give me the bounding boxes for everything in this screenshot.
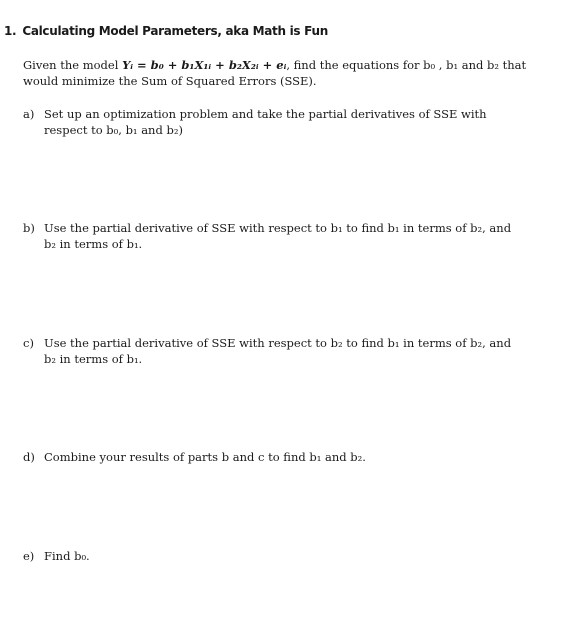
part-c-letter: c) xyxy=(23,336,34,350)
part-c-text: Use the partial derivative of SSE with respect to b₂ to find b₁ in terms of b₂, and b₂ in terms of b₁. xyxy=(44,336,512,366)
problem-number: 1. xyxy=(4,24,17,38)
part-d-text: Combine your results of parts b and c to find b₁ and b₂. xyxy=(44,450,366,464)
part-e-letter: e) xyxy=(23,549,35,563)
part-b xyxy=(23,220,523,252)
problem-heading xyxy=(4,24,328,38)
part-e-text: Find b₀. xyxy=(44,549,90,563)
model-equation: Yᵢ = b₀ + b₁X₁ᵢ + b₂X₂ᵢ + eᵢ xyxy=(122,58,287,72)
part-b-letter: b) xyxy=(23,221,35,235)
part-d-letter: d) xyxy=(23,450,35,464)
problem-intro xyxy=(23,57,543,89)
intro-before-text: Given the model xyxy=(23,58,123,72)
part-a xyxy=(23,106,523,138)
part-a-text: Set up an optimization problem and take the partial derivatives of SSE with respect to b₀, b₁ and b₂) xyxy=(44,107,487,137)
problem-title: Calculating Model Parameters, aka Math is Fun xyxy=(22,24,328,38)
part-b-text: Use the partial derivative of SSE with respect to b₁ to find b₁ in terms of b₂, and b₂ in terms of b₁. xyxy=(44,221,512,251)
part-a-letter: a) xyxy=(23,107,35,121)
part-c xyxy=(23,335,523,367)
part-d xyxy=(23,449,523,465)
part-e xyxy=(23,548,523,564)
intro-after-text: , find the equations for b₀ , b₁ and b₂ that would minimize the Sum of Squared Errors (SSE). xyxy=(23,58,527,88)
